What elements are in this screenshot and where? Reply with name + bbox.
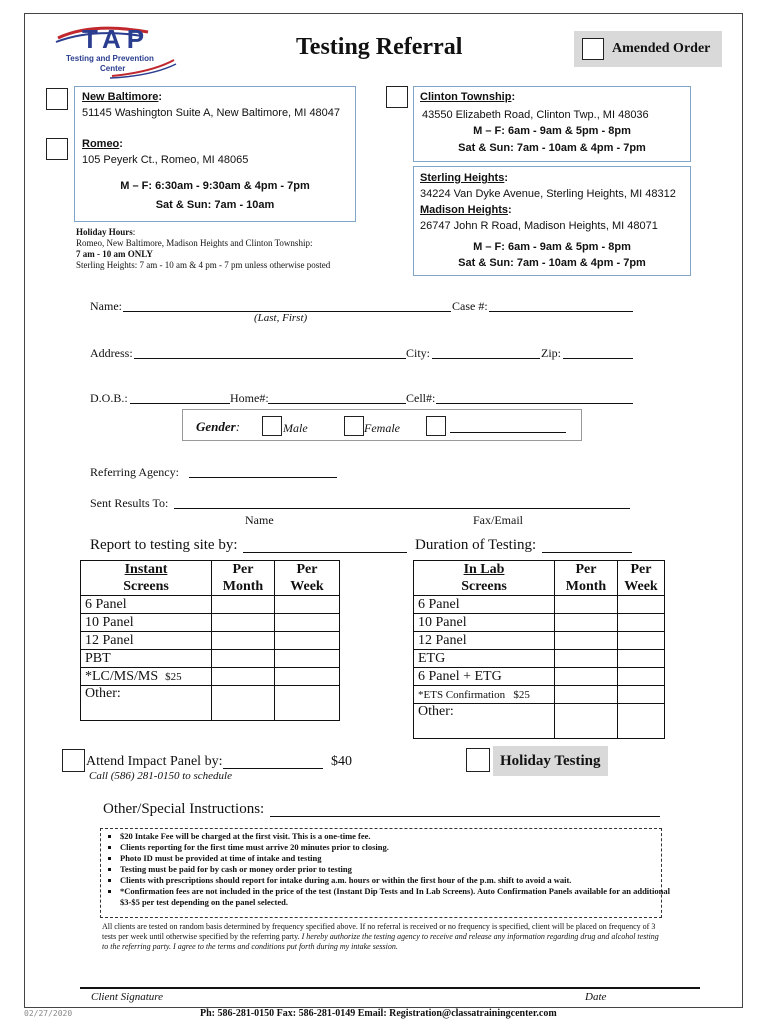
madison-hours-weekend: Sat & Sun: 7am - 10am & 4pm - 7pm	[458, 257, 646, 269]
disclaimer-italic: I hereby authorize the testing agency to receive and release any information regarding drug and alcohol testing to the referring party. I agree to the terms and conditions put forth during my intake session.	[102, 932, 659, 951]
table-row	[81, 632, 340, 650]
gender-colon: :	[235, 419, 241, 434]
case-input[interactable]	[489, 311, 633, 312]
table-row	[81, 650, 340, 668]
sent-name-label: Name	[245, 513, 274, 527]
inlab-row-label: 10 Panel	[414, 614, 555, 632]
instant-header-h2: Screens	[123, 579, 169, 594]
city-input[interactable]	[432, 358, 540, 359]
left-hours-weekend: Sat & Sun: 7am - 10am	[155, 199, 275, 211]
instant-header-week-label: Week	[290, 579, 324, 594]
list-item: ▪ Testing must be paid for by cash or money order prior to testing	[120, 864, 676, 875]
inlab-row-label: 6 Panel	[414, 596, 555, 614]
romeo-name: Romeo	[82, 138, 120, 150]
impact-panel-input[interactable]	[223, 768, 323, 769]
footer-date: 02/27/2020	[24, 1009, 73, 1018]
case-label: Case #:	[452, 299, 488, 313]
table-row	[81, 596, 340, 614]
inlab-header-week	[618, 561, 665, 596]
clinton-checkbox[interactable]	[386, 86, 408, 108]
clinton-hours-weekend: Sat & Sun: 7am - 10am & 4pm - 7pm	[458, 142, 646, 154]
table-row	[414, 668, 665, 686]
sent-input[interactable]	[174, 508, 630, 509]
notes-list	[102, 831, 676, 908]
inlab-month-cell[interactable]	[555, 650, 618, 668]
inlab-week-cell[interactable]	[618, 596, 665, 614]
inlab-screens-table	[413, 560, 665, 739]
inlab-month-cell[interactable]	[555, 632, 618, 650]
sent-label: Sent Results To:	[90, 496, 169, 510]
inlab-ets-label: *ETS Confirmation	[418, 688, 506, 701]
inlab-week-cell[interactable]	[618, 668, 665, 686]
inlab-row-label: ETG	[414, 650, 555, 668]
inlab-month-cell[interactable]	[555, 704, 618, 739]
holiday-hours-line3: Sterling Heights: 7 am - 10 am & 4 pm - 7 pm unless otherwise posted	[76, 260, 331, 270]
duration-label: Duration of Testing:	[415, 537, 537, 553]
disclaimer	[102, 922, 664, 952]
sterling-colon: :	[504, 172, 509, 184]
madison-heading	[420, 204, 512, 216]
name-label: Name:	[90, 299, 122, 313]
inlab-other-label: Other:	[414, 704, 555, 739]
romeo-heading	[82, 138, 123, 150]
instant-header-month-label: Month	[222, 579, 264, 594]
instant-week-cell[interactable]	[275, 614, 340, 632]
instant-month-cell[interactable]	[212, 614, 275, 632]
instant-header-month	[212, 561, 275, 596]
clinton-heading	[420, 91, 515, 103]
other-instructions-label: Other/Special Instructions:	[103, 801, 265, 817]
sterling-name: Sterling Heights	[420, 172, 505, 184]
holiday-hours-colon: :	[132, 227, 136, 237]
inlab-row-label: 12 Panel	[414, 632, 555, 650]
romeo-address: 105 Peyerk Ct., Romeo, MI 48065	[82, 154, 249, 166]
report-input[interactable]	[243, 552, 407, 553]
inlab-header-week-label: Week	[624, 579, 658, 594]
instant-header-per2: Per	[296, 562, 318, 577]
clinton-address: 43550 Elizabeth Road, Clinton Twp., MI 48036	[422, 109, 649, 121]
inlab-header-row	[414, 561, 665, 596]
table-row	[414, 614, 665, 632]
name-hint: (Last, First)	[254, 312, 308, 324]
instant-week-cell[interactable]	[275, 686, 340, 721]
holiday-hours-line1: Romeo, New Baltimore, Madison Heights and Clinton Township:	[76, 238, 313, 248]
amended-order-label: Amended Order	[612, 41, 711, 56]
amended-order-checkbox[interactable]	[582, 38, 604, 60]
instant-header-row	[81, 561, 340, 596]
inlab-header-month-label: Month	[565, 579, 607, 594]
clinton-hours-weekday: M – F: 6am - 9am & 5pm - 8pm	[473, 125, 631, 137]
holiday-hours-title: Holiday Hours	[76, 227, 133, 237]
inlab-header-month	[555, 561, 618, 596]
city-label: City:	[406, 346, 431, 360]
romeo-checkbox[interactable]	[46, 138, 68, 160]
instant-row-label: *LC/MS/MS	[85, 668, 159, 684]
home-label: Home#:	[230, 391, 269, 405]
madison-address: 26747 John R Road, Madison Heights, MI 48071	[420, 220, 658, 232]
new-baltimore-heading	[82, 91, 162, 103]
report-label: Report to testing site by:	[90, 537, 238, 553]
inlab-month-cell[interactable]	[555, 614, 618, 632]
instant-week-cell[interactable]	[275, 596, 340, 614]
holiday-hours	[76, 227, 406, 271]
inlab-header-per1: Per	[575, 562, 597, 577]
tap-logo	[52, 20, 182, 80]
new-baltimore-checkbox[interactable]	[46, 88, 68, 110]
inlab-header-per2: Per	[630, 562, 652, 577]
home-input[interactable]	[268, 403, 406, 404]
instant-header-week	[275, 561, 340, 596]
instant-row-label: 10 Panel	[81, 614, 212, 632]
holiday-hours-title-line	[76, 227, 406, 238]
dob-label: D.O.B.:	[90, 391, 128, 405]
list-item: ▪ Photo ID must be provided at time of intake and testing	[120, 853, 676, 864]
impact-panel-label: Attend Impact Panel by:	[86, 754, 223, 769]
inlab-month-cell[interactable]	[555, 596, 618, 614]
clinton-name: Clinton Township	[420, 91, 512, 103]
address-input[interactable]	[134, 358, 406, 359]
instant-header-per1: Per	[232, 562, 254, 577]
table-row	[414, 704, 665, 739]
dob-input[interactable]	[130, 403, 230, 404]
inlab-week-cell[interactable]	[618, 650, 665, 668]
inlab-week-cell[interactable]	[618, 704, 665, 739]
logo-line2: Center	[100, 64, 126, 73]
holiday-testing-label: Holiday Testing	[500, 753, 601, 769]
instant-month-cell[interactable]	[212, 668, 275, 686]
madison-hours-weekday: M – F: 6am - 9am & 5pm - 8pm	[473, 241, 631, 253]
table-row	[414, 686, 665, 704]
holiday-hours-line2: 7 am - 10 am ONLY	[76, 249, 153, 259]
sterling-address: 34224 Van Dyke Avenue, Sterling Heights, MI 48312	[420, 188, 676, 200]
instant-week-cell[interactable]	[275, 668, 340, 686]
gender-label-line	[196, 419, 240, 435]
sent-fax-label: Fax/Email	[473, 513, 523, 527]
instant-lc-price: $25	[165, 670, 182, 683]
inlab-month-cell[interactable]	[555, 668, 618, 686]
table-row	[81, 668, 340, 686]
instant-other-label: Other:	[81, 686, 212, 721]
sterling-heading	[420, 172, 508, 184]
cell-label: Cell#:	[406, 391, 436, 405]
instant-lc-cell	[81, 668, 212, 686]
inlab-header-h1: In Lab	[463, 562, 505, 577]
list-item: ▪ Clients reporting for the first time must arrive 20 minutes prior to closing.	[120, 842, 676, 853]
instant-month-cell[interactable]	[212, 650, 275, 668]
instant-week-cell[interactable]	[275, 632, 340, 650]
instant-row-label: PBT	[81, 650, 212, 668]
inlab-week-cell[interactable]	[618, 632, 665, 650]
holiday-testing-checkbox[interactable]	[466, 748, 490, 772]
instant-row-label: 6 Panel	[81, 596, 212, 614]
inlab-ets-cell	[414, 686, 555, 704]
female-label: Female	[364, 421, 400, 435]
instant-row-label: 12 Panel	[81, 632, 212, 650]
table-row	[414, 650, 665, 668]
other-gender-input[interactable]	[450, 432, 566, 433]
address-label: Address:	[90, 346, 133, 360]
madison-name: Madison Heights	[420, 204, 509, 216]
romeo-colon: :	[119, 138, 123, 150]
clinton-colon: :	[511, 91, 516, 103]
other-gender-checkbox[interactable]	[426, 416, 446, 436]
new-baltimore-name: New Baltimore	[82, 91, 159, 103]
impact-panel-call: Call (586) 281-0150 to schedule	[89, 770, 232, 782]
instant-month-cell[interactable]	[212, 632, 275, 650]
impact-panel-price: $40	[331, 754, 352, 769]
instant-week-cell[interactable]	[275, 650, 340, 668]
table-row	[414, 596, 665, 614]
logo-line1: Testing and Prevention	[66, 54, 154, 63]
agency-label: Referring Agency:	[90, 465, 179, 479]
female-checkbox[interactable]	[344, 416, 364, 436]
disclaimer-plain: All clients are tested on random basis determined by frequency specified above. If no referral is received or no frequency is specified, client will be placed on frequency of 3 tests per week until otherwise specified by the referring party.	[102, 922, 656, 941]
instant-screens-table	[80, 560, 340, 721]
list-item: ▪ $20 Intake Fee will be charged at the first visit. This is a one-time fee.	[120, 831, 676, 842]
inlab-month-cell[interactable]	[555, 686, 618, 704]
agency-input[interactable]	[189, 477, 337, 478]
male-checkbox[interactable]	[262, 416, 282, 436]
left-hours-weekday: M – F: 6:30am - 9:30am & 4pm - 7pm	[120, 180, 310, 192]
instant-month-cell[interactable]	[212, 596, 275, 614]
zip-label: Zip:	[541, 346, 561, 360]
male-label: Male	[283, 421, 308, 435]
table-row	[81, 686, 340, 721]
amended-order-box	[574, 31, 722, 67]
inlab-row-label: 6 Panel + ETG	[414, 668, 555, 686]
new-baltimore-address: 51145 Washington Suite A, New Baltimore, MI 48047	[82, 107, 341, 119]
duration-input[interactable]	[542, 552, 632, 553]
instant-header-screens	[81, 561, 212, 596]
table-row	[81, 614, 340, 632]
instant-month-cell[interactable]	[212, 686, 275, 721]
logo-letters: TAP	[82, 24, 151, 54]
cell-input[interactable]	[436, 403, 633, 404]
madison-colon: :	[508, 204, 512, 216]
impact-panel-checkbox[interactable]	[62, 749, 85, 772]
date-label: Date	[585, 991, 607, 1003]
signature-input[interactable]	[80, 987, 700, 989]
page-title: Testing Referral	[296, 34, 463, 60]
gender-label: Gender	[196, 419, 236, 434]
inlab-week-cell[interactable]	[618, 686, 665, 704]
list-item: ▪ *Confirmation fees are not included in the price of the test (Instant Dip Tests and In Lab Screens). Auto Confirmation Panels available for an additional $3-$5 per test depending on the panel selected.	[120, 886, 676, 908]
zip-input[interactable]	[563, 358, 633, 359]
footer-contact: Ph: 586-281-0150 Fax: 586-281-0149 Email: Registration@classatrainingcenter.com	[200, 1008, 557, 1019]
inlab-ets-price: $25	[513, 688, 530, 701]
inlab-header-screens	[414, 561, 555, 596]
list-item: ▪ Clients with prescriptions should report for intake during a.m. hours or within the first hour of the p.m. shift to avoid a wait.	[120, 875, 676, 886]
signature-label: Client Signature	[91, 991, 164, 1003]
instant-header-h1: Instant	[124, 562, 168, 577]
other-instructions-input[interactable]	[270, 816, 660, 817]
new-baltimore-colon: :	[158, 91, 163, 103]
table-row	[414, 632, 665, 650]
inlab-header-h2: Screens	[461, 579, 507, 594]
inlab-week-cell[interactable]	[618, 614, 665, 632]
